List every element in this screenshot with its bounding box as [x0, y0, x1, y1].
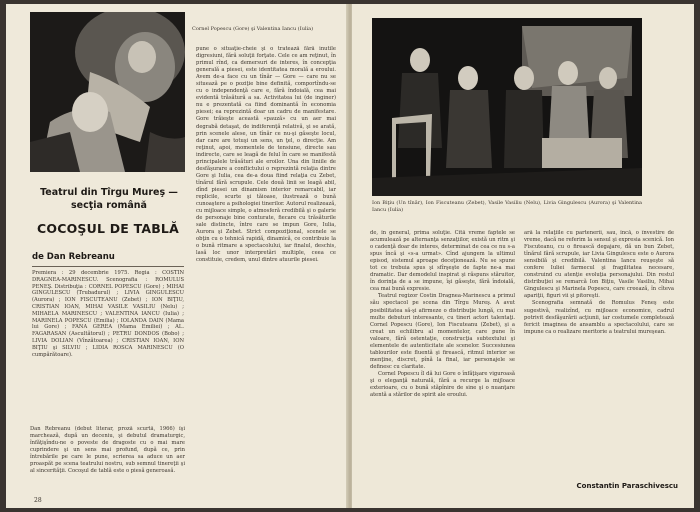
- author-signature: Constantin Paraschivescu: [576, 482, 678, 490]
- page-number: 28: [34, 497, 42, 504]
- right-column-2: [524, 230, 674, 470]
- credits-block: Premiera : 29 decembrie 1975. Regia : COSTIN DRAGNEA-MARINESCU. Scenografia : ROMULUS PENEŞ. Distribuţia : CORNEL POPESCU (Gore) ; MIHAI GINGULESCU (Trubadurul) ; LIVIA GINGULESCU (Aurora) ; ION FISCUTEANU (Zebet) ; ION BIŢIU, CRISTIAN IOAN, MIHAI VASILE VASILIU (Nelu) ; MIHAELA MARINESCU ; VALENTINA IANCU (Iulia) ; MARINELA POPESCU (Emilia) ; IOLANDA DAIN (Mama lui Gore) ; FANA GEREA (Mama Emiliei) ; AL. FAGARASAN (Ascultătorul) ; PETRU DONDOS (Bobo) ; LIVIA DOLIAN (Vînzătoarea) ; CRISTIAN IOAN, ION BIŢIU şi SILVIU ; LIDIA ROSCA MARINESCU (O cumpărătoare).: [32, 270, 184, 358]
- right-col2-para-2: Scenografia semnată de Romulus Feneş este sugestivă, realizînd, cu mijloace economice, cadrul potrivit desfăşurării acţiunii, iar costumele completează fericit imaginea de ansamblu a spectacolului, care se impune ca o realizare meritorie a teatrului mureşean.: [524, 300, 674, 335]
- right-col1-para-2: Teatrul regizor Costin Dragnea-Marinescu a primul său spectacol pe scena din Tîrgu Mureş. A avut posibilitatea să-şi afirmeze o distribuţie lungă, cu mai multe debuturi interesante, cu tineri actori talentaţi. Cornel Popescu (Gore), Ion Fiscuteanu (Zebet), şi a creat un echilibru al momentelor, care pune în valoare, fără ostentaţie, construcţia subtextului şi elementele de autenticitate ale scenelor. Succesiunea tablourilor este fluentă şi firească, ritmul interior se menţine, discret, pînă la final, iar personajele se definesc cu claritate.: [370, 293, 515, 370]
- right-col2-para-1: ară la relaţiile cu partenerii, sau, încă, o învestire de vreme, dacă ne referim la sensul şi expresia scenică. Ion Fiscuteanu, cu o firească degajare, dă un bun Zebet, tînărul fără scrupule, iar Livia Gingulescu este o Aurora sensibilă şi credibilă. Valentina Iancu reuşeşte să confere Iuliei farmecul şi fragilitatea necesare, construind cu atenţie evoluţia personajului. Din restul distribuţiei se remarcă Ion Biţiu, Vasile Vasiliu, Mihai Gingulescu şi Marinela Popescu, care creează, în cîteva apariţii, figuri vii şi pitoreşti.: [524, 230, 674, 300]
- left-column-text: pune o situaţie-cheie şi o tratează fără inutile digresiuni, fără soluţii forţate. Cele ce am reţinut, în primul rînd, ca demersuri de interes, în concepţia generală a piesei, este identitatea morală a eroului. Avem de-a face cu un tînăr — Gore — care nu se situează pe o poziţie bine definită, comportîndu-se cu o independenţă care e, fără îndoială, cea mai evidentă trăsătură a sa. Activitatea lui (de inginer) nu e prezentată ca fiind dominantă în economia piesei; ea reprezintă doar un cadru de manifestare. Gore trăieşte această «pauză» cu un aer mai degrabă detaşat, de indiferenţă relativă, şi se arată, prin scenele alese, un tînăr ce nu-şi găseşte locul, dar care are totuşi un sens, un ţel, o direcţie. Am reţinut, apoi, momentele de tensiune, directe sau indirecte, care se leagă de felul în care se manifestă principalele trăsături ale eroilor. Una din liniile de desfăşurare a conflictului o reprezintă relaţia dintre Gore şi Iulia, cea de-a doua fiind relaţia cu Zebet, tînărul fără scrupule. Cele două linii se leagă abil, dînd piesei un dinamism interior remarcabil, iar replicile, scurte şi tăioase, ilustrează o bună cunoaştere a psihologiei tinerilor. Autorul realizează, cu mijloace simple, o atmosferă credibilă şi o galerie de personaje bine conturate, fiecare cu trăsăturile sale distincte, între care se impun Gore, Iulia, Aurora şi Zebet. Strict compoziţional, scenele se obţin cu o tehnică rapidă, dinamică, ce contribuie la o bună ritmare a spectacolului, iar finalul, deschis, lasă loc unor interpretări multiple, ceea ce constituie, credem, unul dintre atuurile piesei.: [196, 46, 336, 264]
- credits-divider: [32, 266, 184, 267]
- right-col1-para-3: Cornel Popescu îl dă lui Gore o înfăţişare viguroasă şi o eleganţă naturală, fără a recurge la mijloace exterioare, cu o bună stăpînire de sine şi o nuanţare atentă a stărilor de spirit ale eroului.: [370, 370, 515, 399]
- stage-photo-right: [372, 18, 642, 196]
- right-column-1: [370, 230, 515, 496]
- author-line: de Dan Rebreanu: [32, 252, 115, 262]
- intro-text: Dan Rebreanu (debut literar, proză scurtă, 1966) îşi marchează, după un deceniu, şi debutul dramaturgic, înfăţişîndu-ne o poveste de dragoste cu o mai mare cuprindere şi un sens mai profund, după ce, prin întrebările pe care le pune, scrierea sa aduce un aer proaspăt pe scena teatrului nostru, sub semnul tinereţii şi al sincerităţii. Cocoşul de tablă este o piesă generoasă.: [30, 426, 185, 475]
- magazine-spread: [6, 4, 694, 508]
- play-title: COCOŞUL DE TABLĂ: [37, 221, 179, 236]
- photo-caption: Ion Biţiu (Un tînăr), Ion Fiscuteanu (Zebet), Vasile Vasiliu (Nelu), Livia Gingulescu (Aurora) şi Valentina Iancu (Iulia): [372, 200, 642, 213]
- right-col1-para-1: de, în general, prima soluţie. Cită vreme faptele se acumulează pe alternanţa senzaţiilor, există un ritm şi o cadenţă doar de interes, determinat de cea ce nu s-a spus încă şi «s-a urmat». Cînd ajungem la ultimul episod, sistemul aproape deceţionează. Nu se spune tot ce trebuia spus şi sfîrşeşte de fapte ne-a mai dramatic. Dar demodelul inspirat şi răspuns stăruitor, în dorinţa de a se impune, îşi găseşte, fără îndoială, cea mai bună expresie.: [370, 230, 515, 293]
- top-caption: Cornel Popescu (Gore) şi Valentina Iancu (Iulia): [192, 26, 314, 32]
- left-page: [6, 4, 348, 508]
- theatre-title: Teatrul din Tîrgu Mureş — secţia română: [40, 187, 178, 211]
- stage-photo-left: [30, 12, 185, 172]
